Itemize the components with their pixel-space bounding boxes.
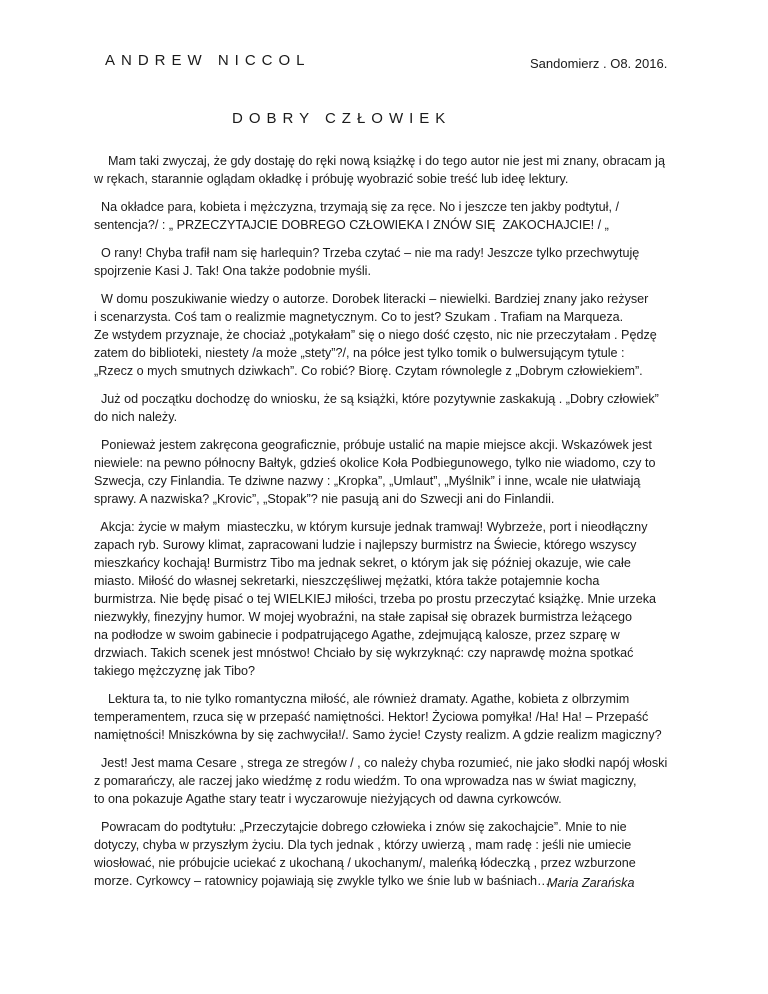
paragraph bbox=[94, 436, 694, 508]
text-line: Jest! Jest mama Cesare , strega ze stregów / , co należy chyba rozumieć, nie jako słodki napój włoski bbox=[94, 756, 668, 770]
paragraph bbox=[94, 518, 694, 680]
text-line: takiego mężczyznę jak Tibo? bbox=[94, 664, 256, 678]
text-line: Akcja: życie w małym miasteczku, w którym kursuje jednak tramwaj! Wybrzeże, port i nieodłączny bbox=[94, 520, 648, 534]
text-line: wiosłować, nie próbujcie uciekać z ukochaną / ukochanym/, maleńką łódeczką , przez wzburzone bbox=[94, 856, 636, 870]
text-line: mieszkańcy kochają! Burmistrz Tibo ma jednak sekret, o którym jak się później okazuje, wie całe bbox=[94, 556, 631, 570]
text-line: miasto. Miłość do własnej sekretarki, nieszczęśliwej mężatki, która także potajemnie kocha bbox=[94, 574, 600, 588]
text-line: W domu poszukiwanie wiedzy o autorze. Dorobek literacki – niewielki. Bardziej znany jako reżyser bbox=[94, 292, 649, 306]
text-line: niezwykły, finezyjny humor. W mojej wyobraźni, na stałe zapisał się obrazek burmistrza leżącego bbox=[94, 610, 633, 624]
text-line: i scenarzysta. Coś tam o realizmie magnetycznym. Co to jest? Szukam . Trafiam na Marqueza. bbox=[94, 310, 624, 324]
paragraph bbox=[94, 152, 694, 188]
text-line: O rany! Chyba trafił nam się harlequin? Trzeba czytać – nie ma rady! Jeszcze tylko przechwytuję bbox=[94, 246, 640, 260]
text-line: Szwecja, czy Finlandia. Te dziwne nazwy : „Kropka”, „Umlaut”, „Myślnik” i inne, wcale nie ułatwiają bbox=[94, 474, 641, 488]
text-line: burmistrza. Nie będę pisać o tej WIELKIEJ miłości, trzeba po prostu przeczytać książkę. Mnie urzeka bbox=[94, 592, 657, 606]
text-line: Lektura ta, to nie tylko romantyczna miłość, ale również dramaty. Agathe, kobieta z olbrzymim bbox=[94, 692, 630, 706]
text-line: zapach ryb. Surowy klimat, zapracowani ludzie i najlepszy burmistrz na Świecie, którego wszyscy bbox=[94, 538, 637, 552]
paragraph bbox=[94, 198, 694, 234]
text-line: drzwiach. Takich scenek jest mnóstwo! Chciało by się wykrzyknąć: czy naprawdę można spotkać bbox=[94, 646, 634, 660]
paragraph bbox=[94, 690, 694, 744]
text-line: namiętności! Mniszkówna by się zachwyciła!/. Samo życie! Czysty realizm. A gdzie realizm magiczny? bbox=[94, 728, 662, 742]
text-line: Już od początku dochodzę do wniosku, że są książki, które pozytywnie zaskakują . „Dobry człowiek” bbox=[94, 392, 659, 406]
text-line: temperamentem, rzuca się w przepaść namiętności. Hektor! Życiowa pomyłka! /Ha! Ha! – Przepaść bbox=[94, 710, 649, 724]
text-line: na podłodze w swoim gabinecie i podpatrującego Agathe, zdejmującą kalosze, przez szparę w bbox=[94, 628, 620, 642]
paragraph bbox=[94, 290, 694, 380]
text-line: to ona pokazuje Agathe stary teatr i wyczarowuje nieżyjących od dawna cyrkowców. bbox=[94, 792, 562, 806]
text-line: sentencja?/ : „ PRZECZYTAJCIE DOBREGO CZŁOWIEKA I ZNÓW SIĘ ZAKOCHAJCIE! / „ bbox=[94, 218, 609, 232]
text-line: morze. Cyrkowcy – ratownicy pojawiają się zwykle tylko we śnie lub w baśniach…. bbox=[94, 874, 554, 888]
signature: Maria Zarańska bbox=[547, 876, 635, 890]
text-line: spojrzenie Kasi J. Tak! Ona także podobnie myśli. bbox=[94, 264, 371, 278]
text-line: Ze wstydem przyznaje, że chociaż „potykałam” się o niego dość często, nic nie przeczytałam . Pędzę bbox=[94, 328, 657, 342]
paragraph bbox=[94, 754, 694, 808]
text-line: Na okładce para, kobieta i mężczyzna, trzymają się za ręce. No i jeszcze ten jakby podtytuł, / bbox=[94, 200, 619, 214]
text-line: Powracam do podtytułu: „Przeczytajcie dobrego człowieka i znów się zakochajcie”. Mnie to nie bbox=[94, 820, 627, 834]
text-line: z pomarańczy, ale raczej jako wiedźmę z rodu wiedźm. To ona wprowadza nas w świat magiczny, bbox=[94, 774, 637, 788]
text-line: sprawy. A nazwiska? „Krovic”, „Stopak”? nie pasują ani do Szwecji ani do Finlandii. bbox=[94, 492, 555, 506]
text-line: „Rzecz o mych smutnych dziwkach”. Co robić? Biorę. Czytam równolegle z „Dobrym człowiekiem”. bbox=[94, 364, 643, 378]
text-line: Mam taki zwyczaj, że gdy dostaję do ręki nową książkę i do tego autor nie jest mi znany, obracam ją bbox=[94, 154, 665, 168]
review-body bbox=[94, 152, 694, 900]
paragraph bbox=[94, 244, 694, 280]
text-line: niewiele: na pewno północny Bałtyk, gdzieś okolice Koła Podbiegunowego, tylko nie wiadomo, czy to bbox=[94, 456, 656, 470]
paragraph bbox=[94, 390, 694, 426]
text-line: Ponieważ jestem zakręcona geograficznie, próbuje ustalić na mapie miejsce akcji. Wskazówek jest bbox=[94, 438, 652, 452]
text-line: do nich należy. bbox=[94, 410, 178, 424]
text-line: dotyczy, chyba w przyszłym życiu. Dla tych jednak , którzy uwierzą , mam radę : jeśli nie umiecie bbox=[94, 838, 632, 852]
author-name: ANDREW NICCOL bbox=[105, 52, 311, 69]
text-line: zatem do biblioteki, niestety /a może „stety”?/, na półce jest tylko tomik o bulwersującym tytule : bbox=[94, 346, 625, 360]
text-line: w rękach, starannie oglądam okładkę i próbuję wyobrazić sobie treść lub ideę lektury. bbox=[94, 172, 569, 186]
place-and-date: Sandomierz . O8. 2016. bbox=[530, 56, 668, 71]
book-title: DOBRY CZŁOWIEK bbox=[232, 110, 452, 127]
